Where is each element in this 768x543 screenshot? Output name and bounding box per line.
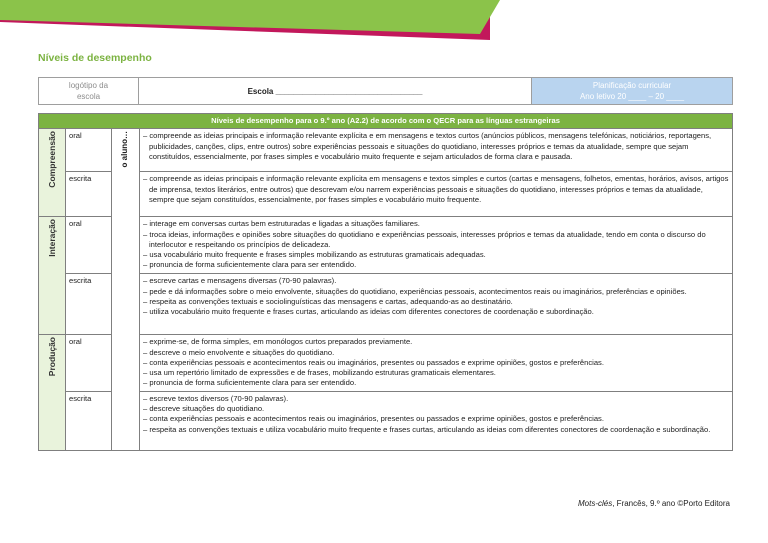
descriptor-cell <box>140 129 733 172</box>
descriptor-line: – conta experiências pessoais e acontecimentos reais ou imaginários, presentes ou passados e exprime opiniões, gostos e preferências. <box>143 357 604 367</box>
table-row <box>39 274 733 335</box>
descriptor-line: – compreende as ideias principais e informação relevante explícita em mensagens e textos simples e curtos (cartas e mensagens, folhetos, ementas, horários, avisos, artigos de imprensa, textos literários, entre outros) que descrevam e/ou narrem experiências pessoais e situações do quotidiano, interesses próprios e temas da atualidade, sempre que sejam constituídos, essencialmente, por frases simples e vocabulário muito frequente. <box>143 174 729 204</box>
student-label: o aluno… <box>120 131 130 168</box>
footer-rest: , Francês, 9.º ano ©Porto Editora <box>612 499 730 508</box>
descriptor-line: – conta experiências pessoais e acontecimentos reais ou imaginários, presentes ou passados e exprime opiniões, gostos e preferências. <box>143 414 604 424</box>
table-row <box>39 172 733 217</box>
footer-brand: Mots-clés <box>578 499 613 508</box>
descriptor-line: – respeita as convenções textuais e utiliza vocabulário muito frequente e frases curtas, articulando as ideias com diferentes conectores de coordenação e subordinação. <box>143 424 711 434</box>
table-row <box>39 335 733 391</box>
table-row <box>39 217 733 274</box>
descriptor-line: – usa um repertório limitado de expressões e de frases, mobilizando estruturas gramaticais elementares. <box>143 368 496 378</box>
competence-label: Produção <box>46 337 57 377</box>
competence-label: Interação <box>46 219 57 258</box>
skill-label: escrita <box>66 172 112 217</box>
performance-levels-table <box>38 113 733 451</box>
descriptor-line: – descreve situações do quotidiano. <box>143 404 265 414</box>
competence-label: Compreensão <box>46 131 57 188</box>
skill-label: escrita <box>66 274 112 335</box>
descriptor-line: – pronuncia de forma suficientemente clara para ser entendido. <box>143 378 357 388</box>
descriptor-line: – troca ideias, informações e opiniões sobre situações do quotidiano e experiências pessoais, interesses próprios e temas da atualidade, tendo em conta o discurso do interlocutor e respeitando os princípios de delicadeza. <box>143 229 706 249</box>
curricular-plan-cell: Planificação curricular Ano letivo 20 ____ – 20 ____ <box>532 78 733 105</box>
descriptor-line: – respeita as convenções textuais e sociolinguísticas das mensagens e cartas, adequando-as ao destinatário. <box>143 296 513 306</box>
table-row <box>39 391 733 450</box>
skill-label: oral <box>66 129 112 172</box>
header-table <box>38 77 733 105</box>
descriptor-cell <box>140 172 733 217</box>
competence-band <box>39 217 66 335</box>
competence-band <box>39 129 66 217</box>
descriptor-cell <box>140 217 733 274</box>
student-column <box>112 129 140 450</box>
decorative-banner <box>0 0 768 40</box>
descriptor-line: – descreve o meio envolvente e situações do quotidiano. <box>143 347 335 357</box>
skill-label: oral <box>66 335 112 391</box>
descriptor-line: – pronuncia de forma suficientemente clara para ser entendido. <box>143 260 357 270</box>
descriptor-cell <box>140 391 733 450</box>
table-title: Níveis de desempenho para o 9.º ano (A2.2) de acordo com o QECR para as línguas estrangeiras <box>39 114 733 129</box>
descriptor-line: – escreve cartas e mensagens diversas (70-90 palavras). <box>143 276 337 286</box>
table-row <box>39 129 733 172</box>
descriptor-cell <box>140 274 733 335</box>
table-title-row <box>39 114 733 129</box>
skill-label: oral <box>66 217 112 274</box>
competence-band <box>39 335 66 450</box>
logo-placeholder: logótipo da escola <box>39 78 139 105</box>
section-title: Níveis de desempenho <box>38 52 152 64</box>
descriptor-line: – pede e dá informações sobre o meio envolvente, situações do quotidiano, experiências pessoais, acontecimentos reais ou imaginários, preferências e opiniões. <box>143 286 687 296</box>
descriptor-line: – interage em conversas curtas bem estruturadas e ligadas a situações familiares. <box>143 219 420 229</box>
descriptor-line: – utiliza vocabulário muito frequente e frases curtas, articulando as ideias com diferentes conectores de coordenação e subordinação. <box>143 307 594 317</box>
descriptor-line: – exprime-se, de forma simples, em monólogos curtos preparados previamente. <box>143 337 413 347</box>
school-field: Escola _________________________________ <box>139 78 532 105</box>
descriptor-line: – escreve textos diversos (70-90 palavras). <box>143 393 289 403</box>
descriptor-cell <box>140 335 733 391</box>
descriptor-line: – compreende as ideias principais e informação relevante explícita e em mensagens e textos curtos (anúncios públicos, mensagens telefónicas, noticiários, reportagens, publicidades, canções, clips, entre outros) sobre experiências pessoais e situações do quotidiano, interesses próprios e temas da atualidade, sempre que sejam constituídos, essencialmente, por frases simples e vocabulário muito frequente e sejam articulados de forma clara e pausada. <box>143 131 712 161</box>
skill-label: escrita <box>66 391 112 450</box>
footer-credit <box>578 499 730 508</box>
descriptor-line: – usa vocabulário muito frequente e frases simples mobilizando as estruturas gramaticais adequadas. <box>143 250 486 260</box>
